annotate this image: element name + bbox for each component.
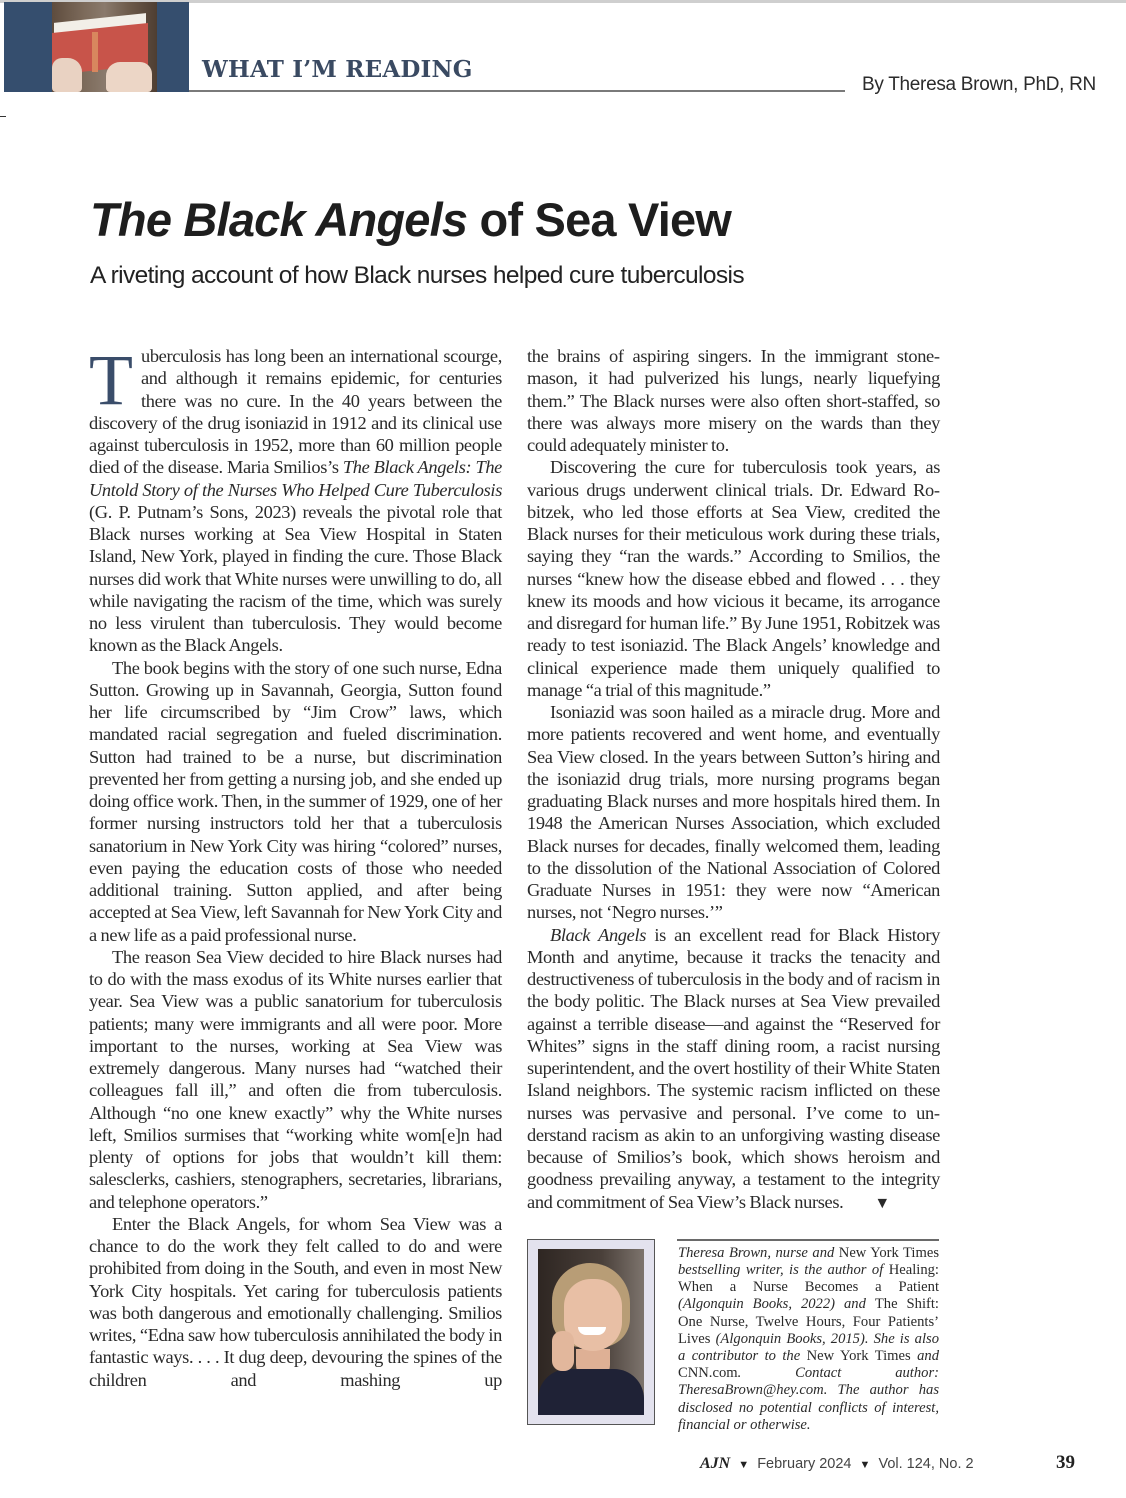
section-label: WHAT I’M READING (202, 56, 473, 83)
article-title (90, 192, 731, 247)
journal-name: AJN (700, 1455, 731, 1472)
paragraph-2: The book begins with the story of one such nurse, Edna Sutton. Growing up in Savannah, Georgia, Sutton found her life circumscribed by “Jim Crow” laws, which mandated racial segregation and fueled discrimination. Sutton had trained to be a nurse, but discrimination prevented her from getting a nursing job, and she ended up doing office work. Then, in the summer of 1929, one of her former nursing instructors told her that a tuberculosis sanatorium in New York City was hiring “colored” nurses, even paying the education costs of those who needed additional training. Sutton applied, and after being accepted at Sea View, left Savannah for New York City and a new life as a paid professional nurse. (89, 657, 502, 945)
portrait-hand (552, 1331, 574, 1371)
article-column-right (527, 345, 941, 1433)
book-title: The Black Angels: The Untold Story of the Nurses Who Helped Cure Tuberculosis (89, 457, 502, 500)
byline: By Theresa Brown, PhD, RN (862, 74, 1096, 95)
issue-date: February 2024 (757, 1456, 852, 1472)
p1-end: (G. P. Putnam’s Sons, 2023) reveals the pivotal role that Black nurses working at Sea View Hospital in Staten Island, New York, played in finding the cure. Those Black nurses did work that White nurses were unwilling to do, all while navigating the racism of the time, which was surely no less virulent than tuberculosis. They would become known as the Black Angels. (89, 501, 502, 656)
separator-icon: ▼ (738, 1459, 750, 1471)
title-italic: The Black Angels (90, 193, 468, 246)
article-subtitle: A riveting account of how Black nurses helped cure tuberculosis (90, 262, 745, 289)
bio-s1: Theresa Brown, nurse and (678, 1244, 839, 1261)
portrait-top (538, 1369, 644, 1415)
title-rest: of Sea View (467, 193, 732, 246)
paragraph-4-continued: the brains of aspiring singers. In the immigrant stonemason, it had pulverized his lungs, nearly liquefying them.” The Black nurses were also often short-staffed, so there was always more misery on the wards than they could adequately minister to. (527, 346, 940, 455)
page-number: 39 (1056, 1452, 1075, 1473)
article-column-left (89, 340, 502, 1391)
bio-s9: and (910, 1347, 939, 1364)
bio-s6: The Shift: One Nurse, Twelve Hours, Four Patients’ Lives (678, 1296, 939, 1347)
paragraph-6: Isoniazid was soon hailed as a miracle drug. More and more patients recovered and went home, and eventually Sea View closed. In the years between Sutton’s hiring and the isoniazid drug trials, more nursing programs began graduating Black nurses and more hospitals hired them. In 1948 the American Nurses Association, which excluded Black nurses for decades, finally welcomed them, leading to the dissolution of the National Association of Colored Graduate Nurses in 1951: they were now “American nurses, not ‘Negro nurses.’” (527, 702, 940, 923)
page-footer (700, 1455, 974, 1473)
bio-s8: New York Times (806, 1347, 911, 1364)
photo-left-hand (52, 58, 82, 92)
author-portrait-icon (538, 1249, 644, 1415)
author-bio-block (527, 1239, 940, 1433)
bio-s11: . Contact author: TheresaBrown@hey.com. The author has disclosed no potential conflicts of interest, financial or otherwise. (678, 1365, 939, 1433)
bio-s7: (Algonquin Books, 2015). She is also a contributor to the (678, 1330, 939, 1364)
paragraph-1 (89, 340, 502, 657)
volume-number: Vol. 124, No. 2 (878, 1456, 974, 1472)
photo-right-hand (106, 62, 152, 92)
p1-start: uberculosis has long been an international scourge, and although it remains epidemic, for centuries there was no cure. In the 40 years between the discovery of the drug isoniazid in 1912 and its clinical use against tuberculosis in 1952, more than 60 million people died of the disease. Maria Smilios’s (89, 346, 502, 478)
p7-italic: Black Angels (550, 924, 647, 945)
margin-tick (0, 116, 6, 117)
author-bio (678, 1245, 939, 1434)
separator-icon: ▼ (859, 1459, 871, 1471)
bio-rule (677, 1239, 939, 1241)
bio-s4: Healing: When a Nurse Becomes a Patient (678, 1261, 939, 1296)
drop-cap: T (89, 340, 133, 420)
portrait-smile (578, 1327, 606, 1335)
woman-reading-photo-icon (52, 2, 157, 92)
paragraph-3: The reason Sea View decided to hire Black nurses had to do with the mass exodus of its White nurses earlier that year. Sea View was a public sanatorium for tuberculosis patients; many were immigrants and all were poor. More important to the nurses, working at Sea View was extremely dangerous. Many nurses had “watched their colleagues fall ill,” and often die from tuberculosis. Although “no one knew exactly” why the White nurses left, Smilios surmises that “working white wom[e]n had plenty of options for jobs that wouldn’t kill them: salesclerks, cashiers, stenographers, secretaries, librarians, and telephone operators.” (89, 946, 502, 1212)
bio-s2: New York Times (838, 1244, 939, 1261)
paragraph-4: Enter the Black Angels, for whom Sea View was a chance to do the work they felt called to do and were prohibited from doing in the South, and even in most New York City hospitals. Yet caring for tuberculosis patients was both dangerous and emotionally challenging. Smilios writes, “Edna saw how tuberculosis annihilated the body in fantastic ways. . . . It dug deep, devouring the spines of the children and mashing up (89, 1213, 502, 1390)
header-rule (189, 90, 845, 92)
bio-s3: bestselling writer, is the author of (678, 1261, 889, 1278)
bio-s5: (Algonquin Books, 2022) and (678, 1296, 875, 1313)
author-photo-frame (527, 1239, 655, 1425)
paragraph-7 (527, 924, 940, 1215)
end-mark-icon: ▼ (874, 1194, 891, 1212)
bio-s10: CNN.com (678, 1365, 738, 1382)
p7-rest: is an excellent read for Black History Month and anytime, because it tracks the tenacity and destructiveness of tuberculosis in the body and of racism in the body politic. The Black nurses at Sea View prevailed against a terrible disease—and against the “Reserved for Whites” signs in the staff dining room, a racist nursing superintendent, and the overt hostility of their White Staten Island neighbors. The systemic racism inflicted on these nurses was pervasive and personal. I’ve come to understand racism as akin to an unforgiving wasting disease because of Smilios’s book, which shows heroism and goodness prevailing anyway, a testament to the integrity and commitment of Sea View’s Black nurses. (527, 924, 941, 1212)
paragraph-5: Discovering the cure for tuberculosis took years, as various drugs underwent clinical trials. Dr. Edward Robitzek, who led those efforts at Sea View, credited the Black nurses for their meticulous work during these trials, saying they “ran the wards.” According to Smilios, the nurses “knew how the disease ebbed and flowed . . . they knew its moods and how vicious it became, its arrogance and disregard for human life.” By June 1951, Robitzek was ready to test isoniazid. The Black Angels’ knowledge and clinical experience made them uniquely qualified to manage “a trial of this magnitude.” (527, 457, 940, 700)
photo-book-spine (92, 32, 98, 72)
